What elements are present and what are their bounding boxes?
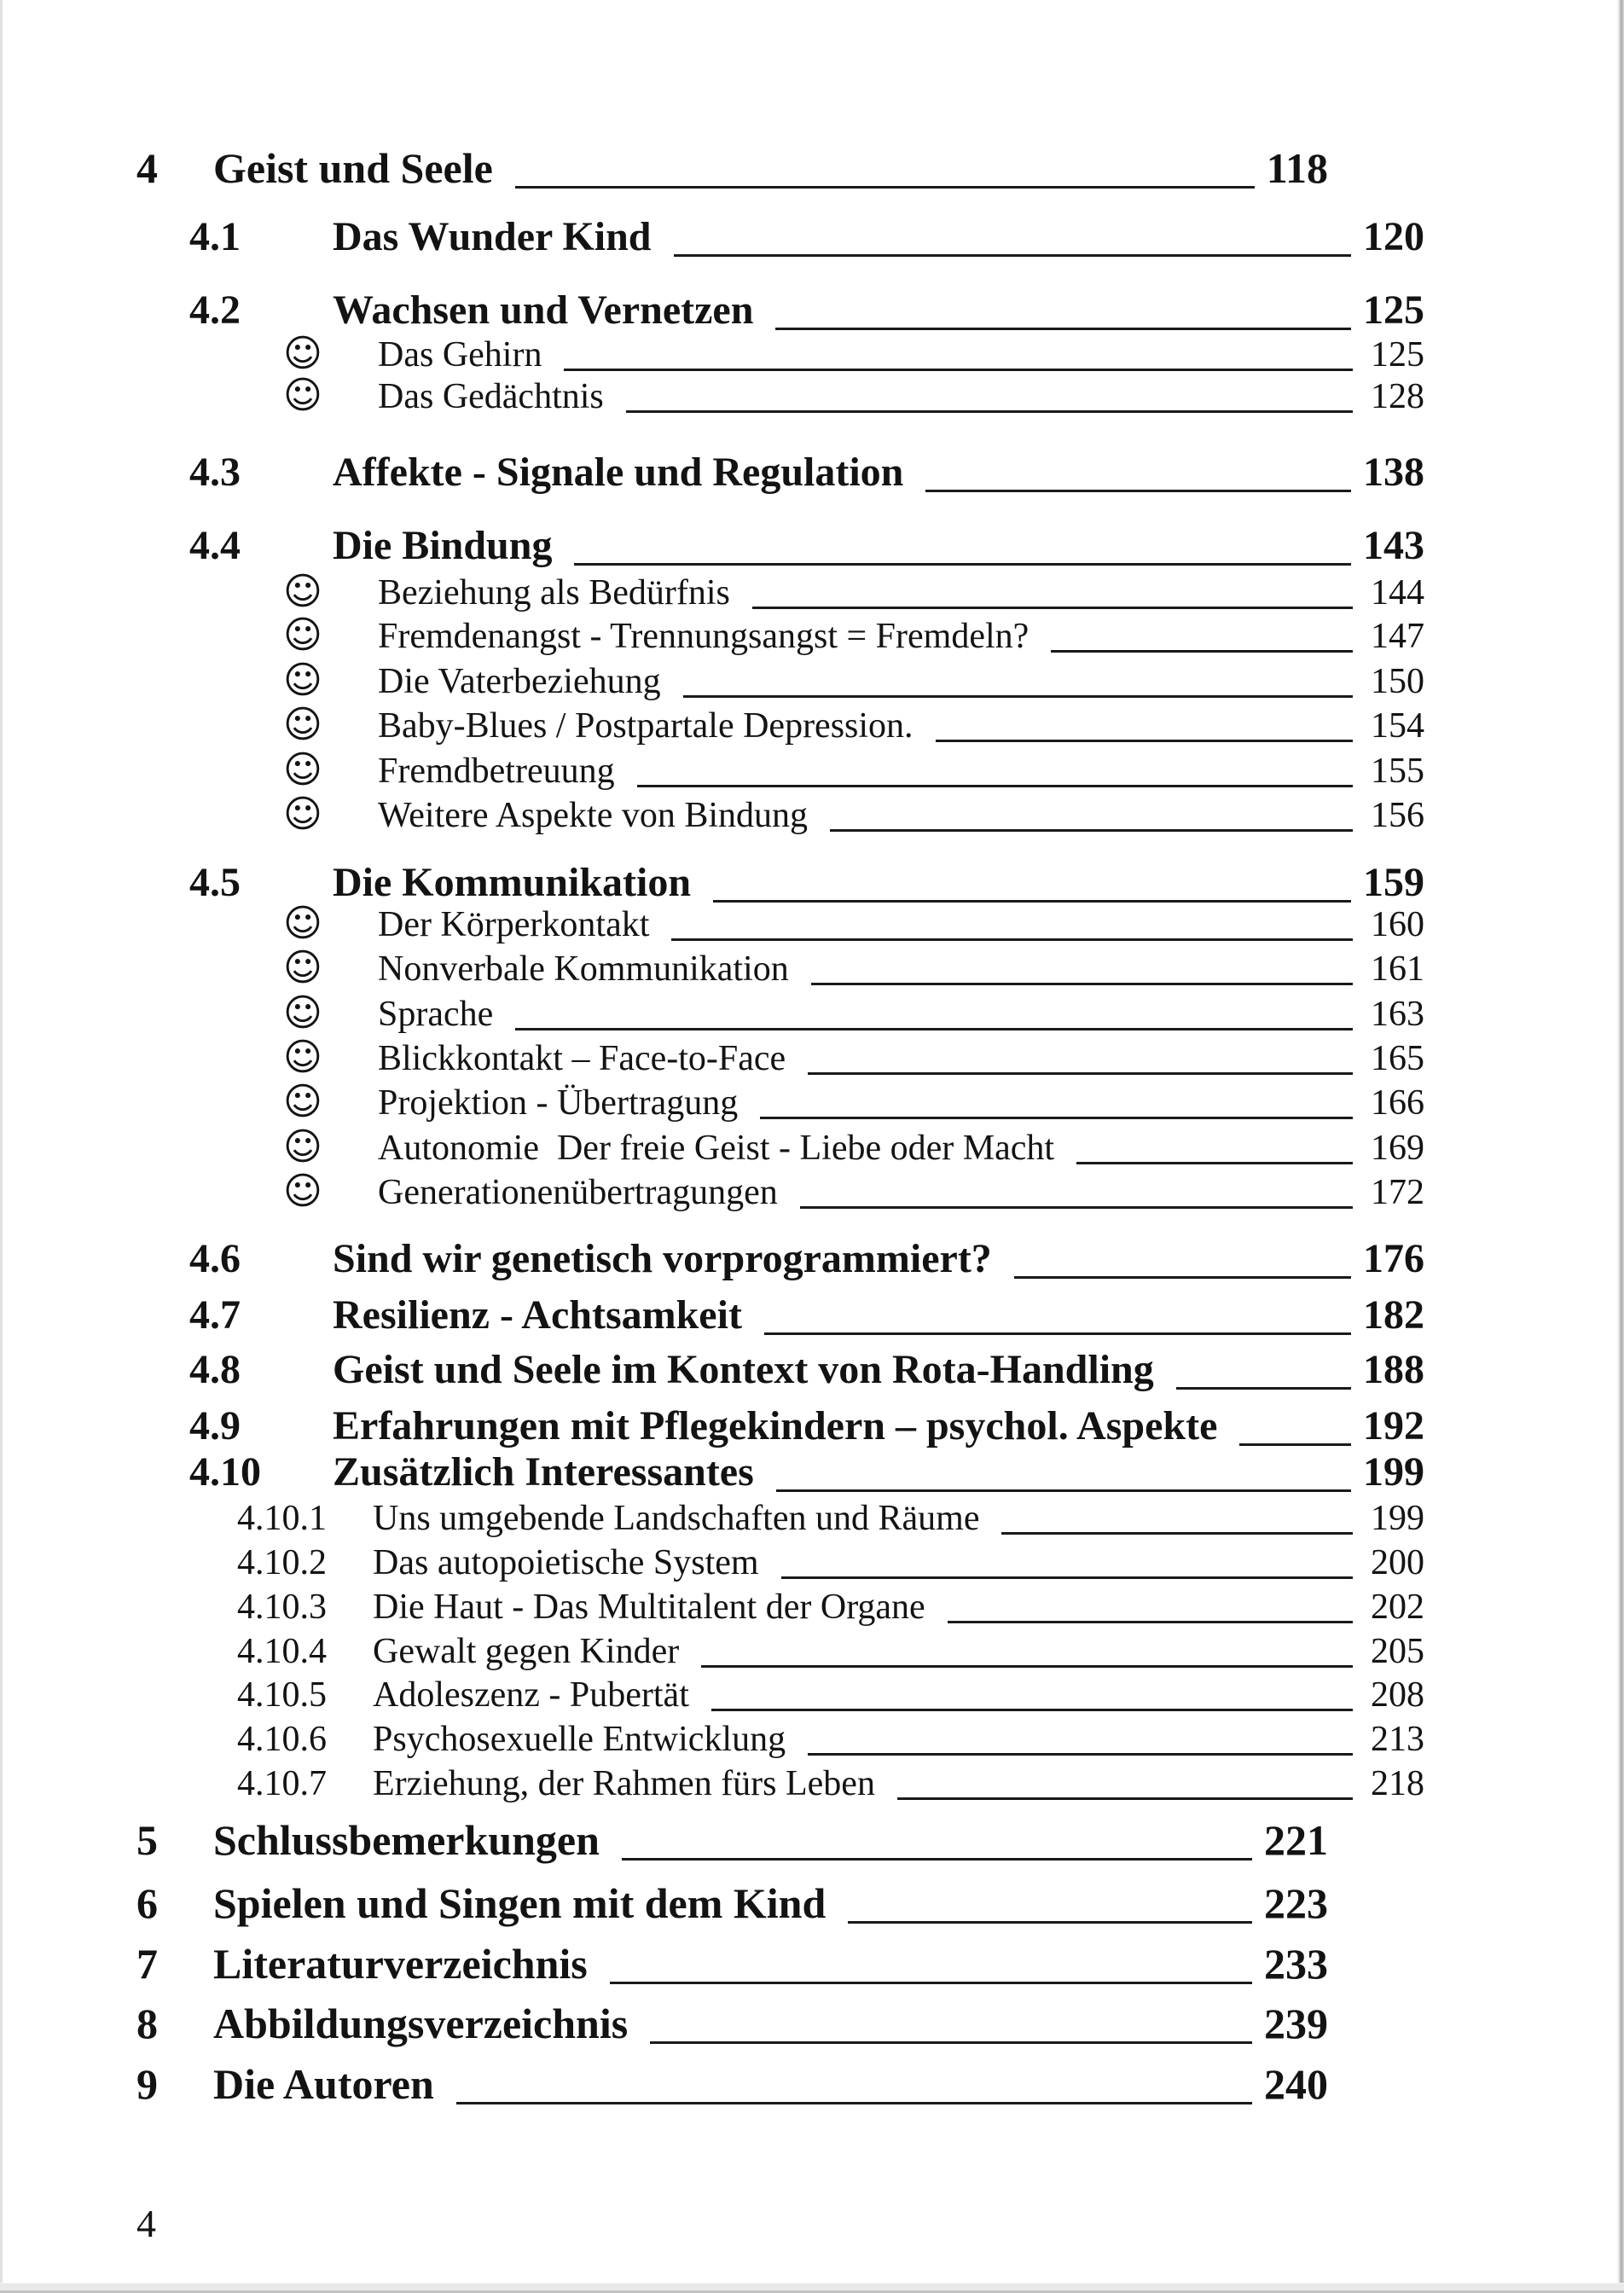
smiley-icon: ☺ (283, 332, 322, 375)
toc-entry[interactable] (0, 1630, 1624, 1673)
toc-entry-page: 156 (1371, 796, 1424, 835)
toc-entry-number: 9 (136, 2060, 158, 2108)
toc-entry[interactable] (0, 1998, 1624, 2049)
tab-leader (948, 1621, 1353, 1623)
toc-entry-title: Sprache (378, 995, 494, 1034)
toc-entry-title: Generationenübertragungen (378, 1173, 778, 1212)
toc-entry-page: 161 (1371, 949, 1424, 989)
smiley-icon: ☺ (283, 902, 322, 945)
toc-entry-number: 7 (136, 1940, 158, 1988)
toc-entry-title: Weitere Aspekte von Bindung (378, 796, 809, 835)
tab-leader (936, 740, 1353, 742)
tab-leader (671, 938, 1353, 941)
toc-entry[interactable] (0, 1674, 1624, 1716)
tab-leader (1239, 1443, 1351, 1446)
toc-entry[interactable] (0, 858, 1624, 908)
toc-entry-title: Affekte - Signale und Regulation (333, 450, 904, 495)
tab-leader (711, 1709, 1353, 1711)
toc-entry-page: 208 (1371, 1675, 1424, 1715)
toc-entry-page: 147 (1371, 617, 1424, 656)
toc-entry-number: 8 (136, 2000, 158, 2047)
toc-entry[interactable] (0, 1814, 1624, 1866)
smiley-icon: ☺ (283, 703, 322, 746)
toc-entry[interactable] (0, 903, 1624, 946)
toc-entry-page: 144 (1371, 573, 1424, 612)
toc-entry-page: 176 (1363, 1236, 1424, 1281)
toc-entry-page: 169 (1371, 1129, 1424, 1168)
toc-entry-page: 163 (1371, 995, 1424, 1034)
toc-entry[interactable] (0, 375, 1624, 418)
toc-entry[interactable] (0, 1762, 1624, 1805)
toc-entry-page: 154 (1371, 706, 1424, 746)
tab-leader (713, 900, 1351, 903)
toc-entry-page: 199 (1363, 1449, 1424, 1495)
tab-leader (674, 254, 1352, 257)
smiley-icon: ☺ (283, 1080, 322, 1123)
toc-entry[interactable] (0, 1448, 1624, 1497)
toc-entry[interactable] (0, 750, 1624, 792)
toc-entry[interactable] (0, 1291, 1624, 1340)
toc-entry-page: 182 (1363, 1292, 1424, 1338)
toc-entry[interactable] (0, 1171, 1624, 1214)
toc-entry[interactable] (0, 1037, 1624, 1080)
toc-entry-title: Das Gehirn (378, 335, 542, 374)
toc-entry-title: Projektion - Übertragung (378, 1083, 739, 1123)
toc-entry-page: 192 (1363, 1403, 1424, 1448)
toc-entry-page: 118 (1266, 144, 1328, 192)
page-footer-number: 4 (136, 2202, 156, 2245)
toc-entry-page: 202 (1371, 1588, 1424, 1627)
toc-entry-title: Die Bindung (333, 523, 553, 568)
toc-entry-title: Die Vaterbeziehung (378, 662, 661, 701)
toc-entry[interactable] (0, 1497, 1624, 1540)
tab-leader (456, 2102, 1252, 2104)
toc-entry-number: 4.4 (189, 523, 241, 568)
toc-entry[interactable] (0, 448, 1624, 497)
toc-entry-page: 166 (1371, 1083, 1424, 1123)
tab-leader (650, 2041, 1252, 2044)
toc-entry-title: Wachsen und Vernetzen (333, 287, 754, 333)
toc-entry-page: 138 (1363, 450, 1424, 495)
tab-leader (752, 607, 1353, 609)
tab-leader (1176, 1387, 1351, 1390)
smiley-icon: ☺ (283, 1036, 322, 1079)
toc-entry[interactable] (0, 1127, 1624, 1170)
toc-entry-number: 4.7 (189, 1292, 241, 1338)
toc-entry-number: 4.8 (189, 1347, 241, 1392)
toc-entry[interactable] (0, 212, 1624, 262)
tab-leader (830, 829, 1353, 832)
toc-entry[interactable] (0, 1586, 1624, 1628)
toc-entry-title: Blickkontakt – Face-to-Face (378, 1039, 786, 1078)
tab-leader (848, 1921, 1252, 1924)
toc-entry-title: Spielen und Singen mit dem Kind (213, 1879, 826, 1927)
tab-leader (764, 1332, 1351, 1335)
toc-entry-number: 4.5 (189, 860, 241, 905)
toc-entry-title: Beziehung als Bedürfnis (378, 573, 730, 612)
toc-entry-title: Geist und Seele im Kontext von Rota-Handling (333, 1347, 1154, 1392)
toc-entry[interactable] (0, 1878, 1624, 1929)
tab-leader (808, 1072, 1353, 1075)
toc-entry-number: 5 (136, 1816, 158, 1864)
tab-leader (683, 695, 1353, 698)
page-right-edge (1616, 0, 1624, 2293)
smiley-icon: ☺ (283, 946, 322, 990)
toc-entry-page: 120 (1363, 214, 1424, 259)
toc-entry-page: 125 (1363, 287, 1424, 333)
toc-entry-page: 221 (1264, 1816, 1328, 1864)
toc-entry-page: 172 (1371, 1173, 1424, 1212)
toc-entry-title: Fremdbetreuung (378, 752, 615, 791)
toc-entry-number: 4.2 (189, 287, 241, 333)
toc-entry-title: Erfahrungen mit Pflegekindern – psychol. Aspekte (333, 1403, 1218, 1448)
smiley-icon: ☺ (283, 659, 322, 702)
toc-entry-title: Das Wunder Kind (333, 214, 652, 259)
tab-leader (760, 1117, 1353, 1119)
toc-entry[interactable] (0, 1234, 1624, 1284)
toc-entry-page: 205 (1371, 1632, 1424, 1671)
toc-entry[interactable] (0, 993, 1624, 1036)
toc-entry-page: 233 (1264, 1940, 1328, 1988)
tab-leader (701, 1665, 1353, 1668)
toc-entry-title: Fremdenangst - Trennungsangst = Fremdeln? (378, 617, 1030, 656)
toc-entry-title: Die Autoren (213, 2060, 434, 2108)
toc-entry-page: 188 (1363, 1347, 1424, 1392)
toc-entry-page: 239 (1264, 2000, 1328, 2047)
toc-entry-title: Das Gedächtnis (378, 377, 604, 416)
toc-entry-page: 160 (1371, 905, 1424, 944)
toc-entry-title: Uns umgebende Landschaften und Räume (373, 1499, 980, 1538)
toc-entry-title: Nonverbale Kommunikation (378, 949, 789, 989)
tab-leader (776, 1489, 1351, 1492)
toc-entry-title: Erziehung, der Rahmen fürs Leben (373, 1764, 875, 1803)
toc-entry[interactable] (0, 705, 1624, 747)
toc-entry[interactable] (0, 660, 1624, 703)
tab-leader (1014, 1276, 1351, 1279)
tab-leader (781, 1576, 1353, 1579)
toc-entry-page: 155 (1371, 752, 1424, 791)
toc-entry[interactable] (0, 1718, 1624, 1761)
toc-entry-page: 218 (1371, 1764, 1424, 1803)
toc-entry[interactable] (0, 1541, 1624, 1584)
smiley-icon: ☺ (283, 613, 322, 657)
toc-entry-page: 150 (1371, 662, 1424, 701)
tab-leader (800, 1206, 1353, 1209)
toc-entry-page: 159 (1363, 860, 1424, 905)
toc-entry-number: 4.10 (189, 1449, 261, 1495)
toc-entry-page: 199 (1371, 1499, 1424, 1538)
toc-entry-page: 143 (1363, 523, 1424, 568)
toc-entry-number: 4.10.5 (237, 1675, 327, 1715)
tab-leader (515, 186, 1255, 189)
toc-entry-title: Autonomie Der freie Geist - Liebe oder Macht (378, 1129, 1055, 1168)
toc-entry-title: Die Kommunikation (333, 860, 692, 905)
toc-entry-title: Schlussbemerkungen (213, 1816, 600, 1864)
toc-entry[interactable] (0, 1345, 1624, 1395)
toc-entry-number: 4.10.3 (237, 1588, 327, 1627)
toc-entry-number: 4 (136, 144, 158, 192)
toc-entry[interactable] (0, 615, 1624, 658)
toc-entry-page: 125 (1371, 335, 1424, 374)
smiley-icon: ☺ (283, 1125, 322, 1169)
tab-leader (808, 1753, 1353, 1756)
toc-entry-number: 4.6 (189, 1236, 241, 1281)
tab-leader (897, 1797, 1353, 1800)
toc-entry-title: Geist und Seele (213, 144, 493, 192)
toc-entry[interactable] (0, 1402, 1624, 1451)
tab-leader (515, 1028, 1353, 1030)
tab-leader (1076, 1162, 1353, 1164)
toc-entry-number: 4.10.2 (237, 1543, 327, 1582)
toc-entry-number: 4.10.7 (237, 1764, 327, 1803)
tab-leader (775, 328, 1351, 330)
smiley-icon: ☺ (283, 374, 322, 417)
page-left-edge (0, 0, 3, 2293)
toc-entry-number: 4.3 (189, 450, 241, 495)
toc-entry[interactable] (0, 572, 1624, 614)
toc-entry-page: 213 (1371, 1720, 1424, 1759)
toc-entry[interactable] (0, 521, 1624, 571)
toc-entry-page: 128 (1371, 377, 1424, 416)
toc-entry-title: Der Körperkontakt (378, 905, 650, 944)
tab-leader (637, 785, 1353, 787)
tab-leader (811, 983, 1353, 985)
toc-entry-title: Baby-Blues / Postpartale Depression. (378, 706, 914, 746)
toc-entry-number: 4.1 (189, 214, 241, 259)
toc-entry-number: 4.10.1 (237, 1499, 327, 1538)
tab-leader (622, 1858, 1252, 1861)
toc-entry-page: 165 (1371, 1039, 1424, 1078)
smiley-icon: ☺ (283, 1170, 322, 1213)
toc-entry-title: Das autopoietische System (373, 1543, 759, 1582)
toc-entry-number: 4.10.4 (237, 1632, 327, 1671)
toc-entry-title: Adoleszenz - Pubertät (373, 1675, 689, 1715)
tab-leader (610, 1982, 1252, 1984)
toc-entry-title: Literaturverzeichnis (213, 1940, 588, 1988)
smiley-icon: ☺ (283, 991, 322, 1035)
toc-entry[interactable] (0, 1082, 1624, 1124)
smiley-icon: ☺ (283, 792, 322, 836)
toc-entry-title: Die Haut - Das Multitalent der Organe (373, 1588, 925, 1627)
tab-leader (564, 369, 1353, 371)
tab-leader (626, 410, 1353, 413)
tab-leader (574, 563, 1351, 566)
toc-entry-number: 4.9 (189, 1403, 241, 1448)
toc-entry[interactable] (0, 142, 1624, 194)
tab-leader (925, 490, 1351, 492)
tab-leader (1001, 1532, 1353, 1535)
toc-entry-title: Zusätzlich Interessantes (333, 1449, 754, 1495)
toc-entry-number: 4.10.6 (237, 1720, 327, 1759)
toc-entry[interactable] (0, 948, 1624, 990)
toc-entry-page: 223 (1264, 1879, 1328, 1927)
toc-entry-title: Abbildungsverzeichnis (213, 2000, 629, 2047)
toc-entry-title: Psychosexuelle Entwicklung (373, 1720, 786, 1759)
window-bottom-edge (0, 2283, 1624, 2293)
smiley-icon: ☺ (283, 748, 322, 792)
toc-entry[interactable] (0, 286, 1624, 335)
toc-entry-title: Sind wir genetisch vorprogrammiert? (333, 1236, 992, 1281)
toc-entry-title: Resilienz - Achtsamkeit (333, 1292, 742, 1338)
toc-entry-number: 6 (136, 1879, 158, 1927)
toc-entry[interactable] (0, 2058, 1624, 2110)
toc-entry[interactable] (0, 334, 1624, 376)
tab-leader (1051, 650, 1353, 653)
toc-entry[interactable] (0, 1938, 1624, 1989)
toc-entry-title: Gewalt gegen Kinder (373, 1632, 680, 1671)
toc-entry-page: 200 (1371, 1543, 1424, 1582)
toc-entry-page: 240 (1264, 2060, 1328, 2108)
smiley-icon: ☺ (283, 570, 322, 613)
toc-entry[interactable] (0, 794, 1624, 837)
